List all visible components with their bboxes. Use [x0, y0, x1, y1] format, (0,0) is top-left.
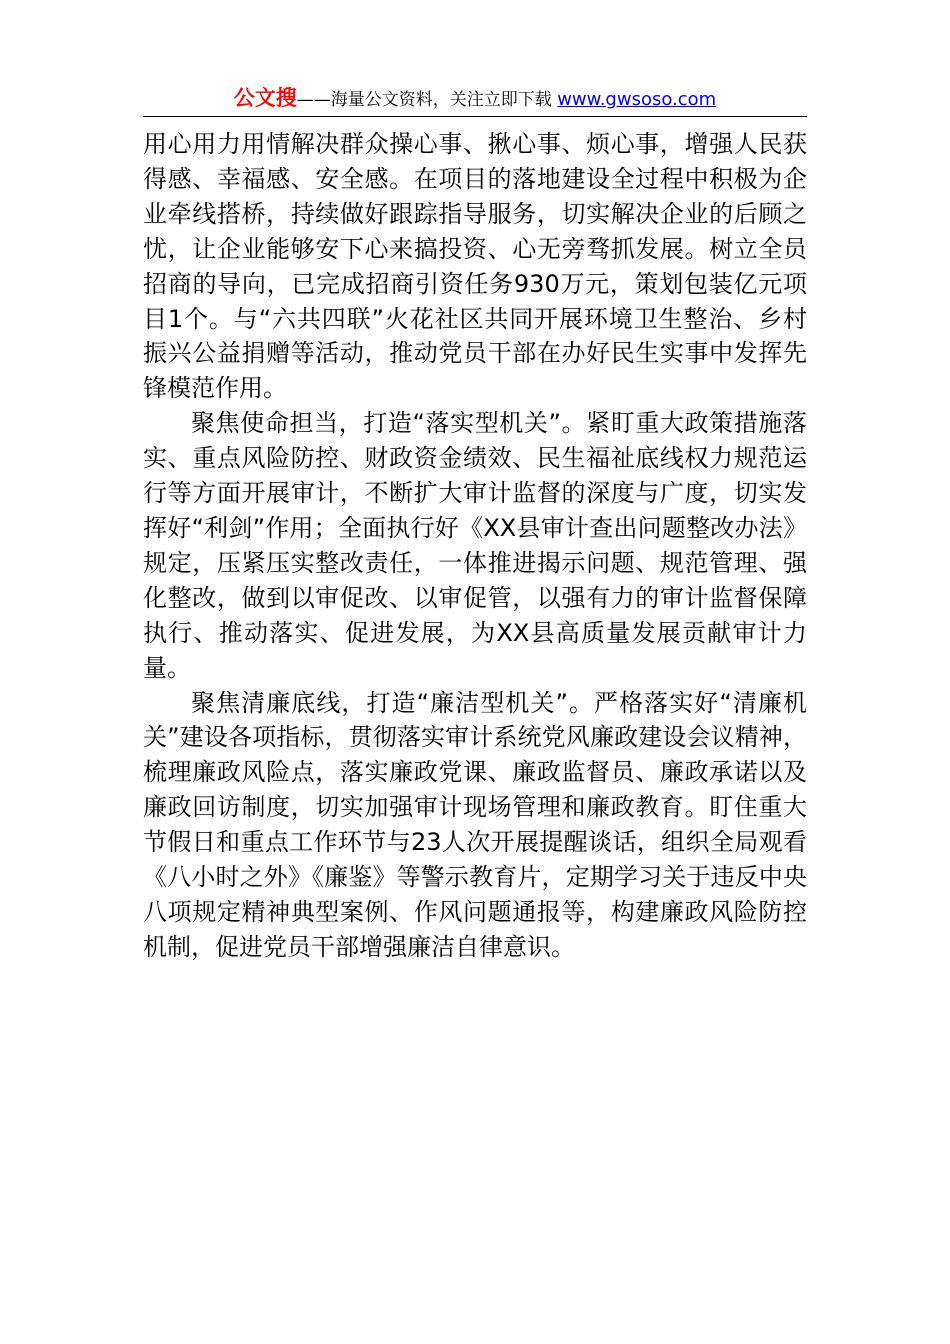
paragraph-1: 用心用力用情解决群众操心事、揪心事、烦心事，增强人民获得感、幸福感、安全感。在项目的落地建设全过程中积极为企业牵线搭桥，持续做好跟踪指导服务，切实解决企业的后顾之忧，让企业能够安下心来搞投资、心无旁骛抓发展。树立全员招商的导向，已完成招商引资任务930万元，策划包装亿元项目1个。与“六共四联”火花社区共同开展环境卫生整治、乡村振兴公益捐赠等活动，推动党员干部在办好民生实事中发挥先锋模范作用。: [143, 130, 807, 403]
paragraph-3: 聚焦清廉底线，打造“廉洁型机关”。严格落实好“清廉机关”建设各项指标，贯彻落实审计系统党风廉政建设会议精神，梳理廉政风险点，落实廉政党课、廉政监督员、廉政承诺以及廉政回访制度，切实加强审计现场管理和廉政教育。盯住重大节假日和重点工作环节与23人次开展提醒谈话，组织全局观看《八小时之外》《廉鉴》等警示教育片，定期学习关于违反中央八项规定精神典型案例、作风问题通报等，构建廉政风险防控机制，促进党员干部增强廉洁自律意识。: [143, 688, 807, 961]
paragraph-2: 聚焦使命担当，打造“落实型机关”。紧盯重大政策措施落实、重点风险防控、财政资金绩效、民生福祉底线权力规范运行等方面开展审计，不断扩大审计监督的深度与广度，切实发挥好“利剑”作用；全面执行好《XX县审计查出问题整改办法》规定，压紧压实整改责任，一体推进揭示问题、规范管理、强化整改，做到以审促改、以审促管，以强有力的审计监督保障执行、推动落实、促进发展，为XX县高质量发展贡献审计力量。: [143, 409, 807, 682]
website-link[interactable]: www.gwsoso.com: [557, 89, 717, 110]
header-divider: [143, 116, 807, 117]
header-tagline: ——海量公文资料，关注立即下载: [296, 90, 558, 110]
document-body: [143, 127, 807, 965]
page-header: [143, 80, 807, 116]
brand-name: 公文搜: [233, 86, 297, 110]
